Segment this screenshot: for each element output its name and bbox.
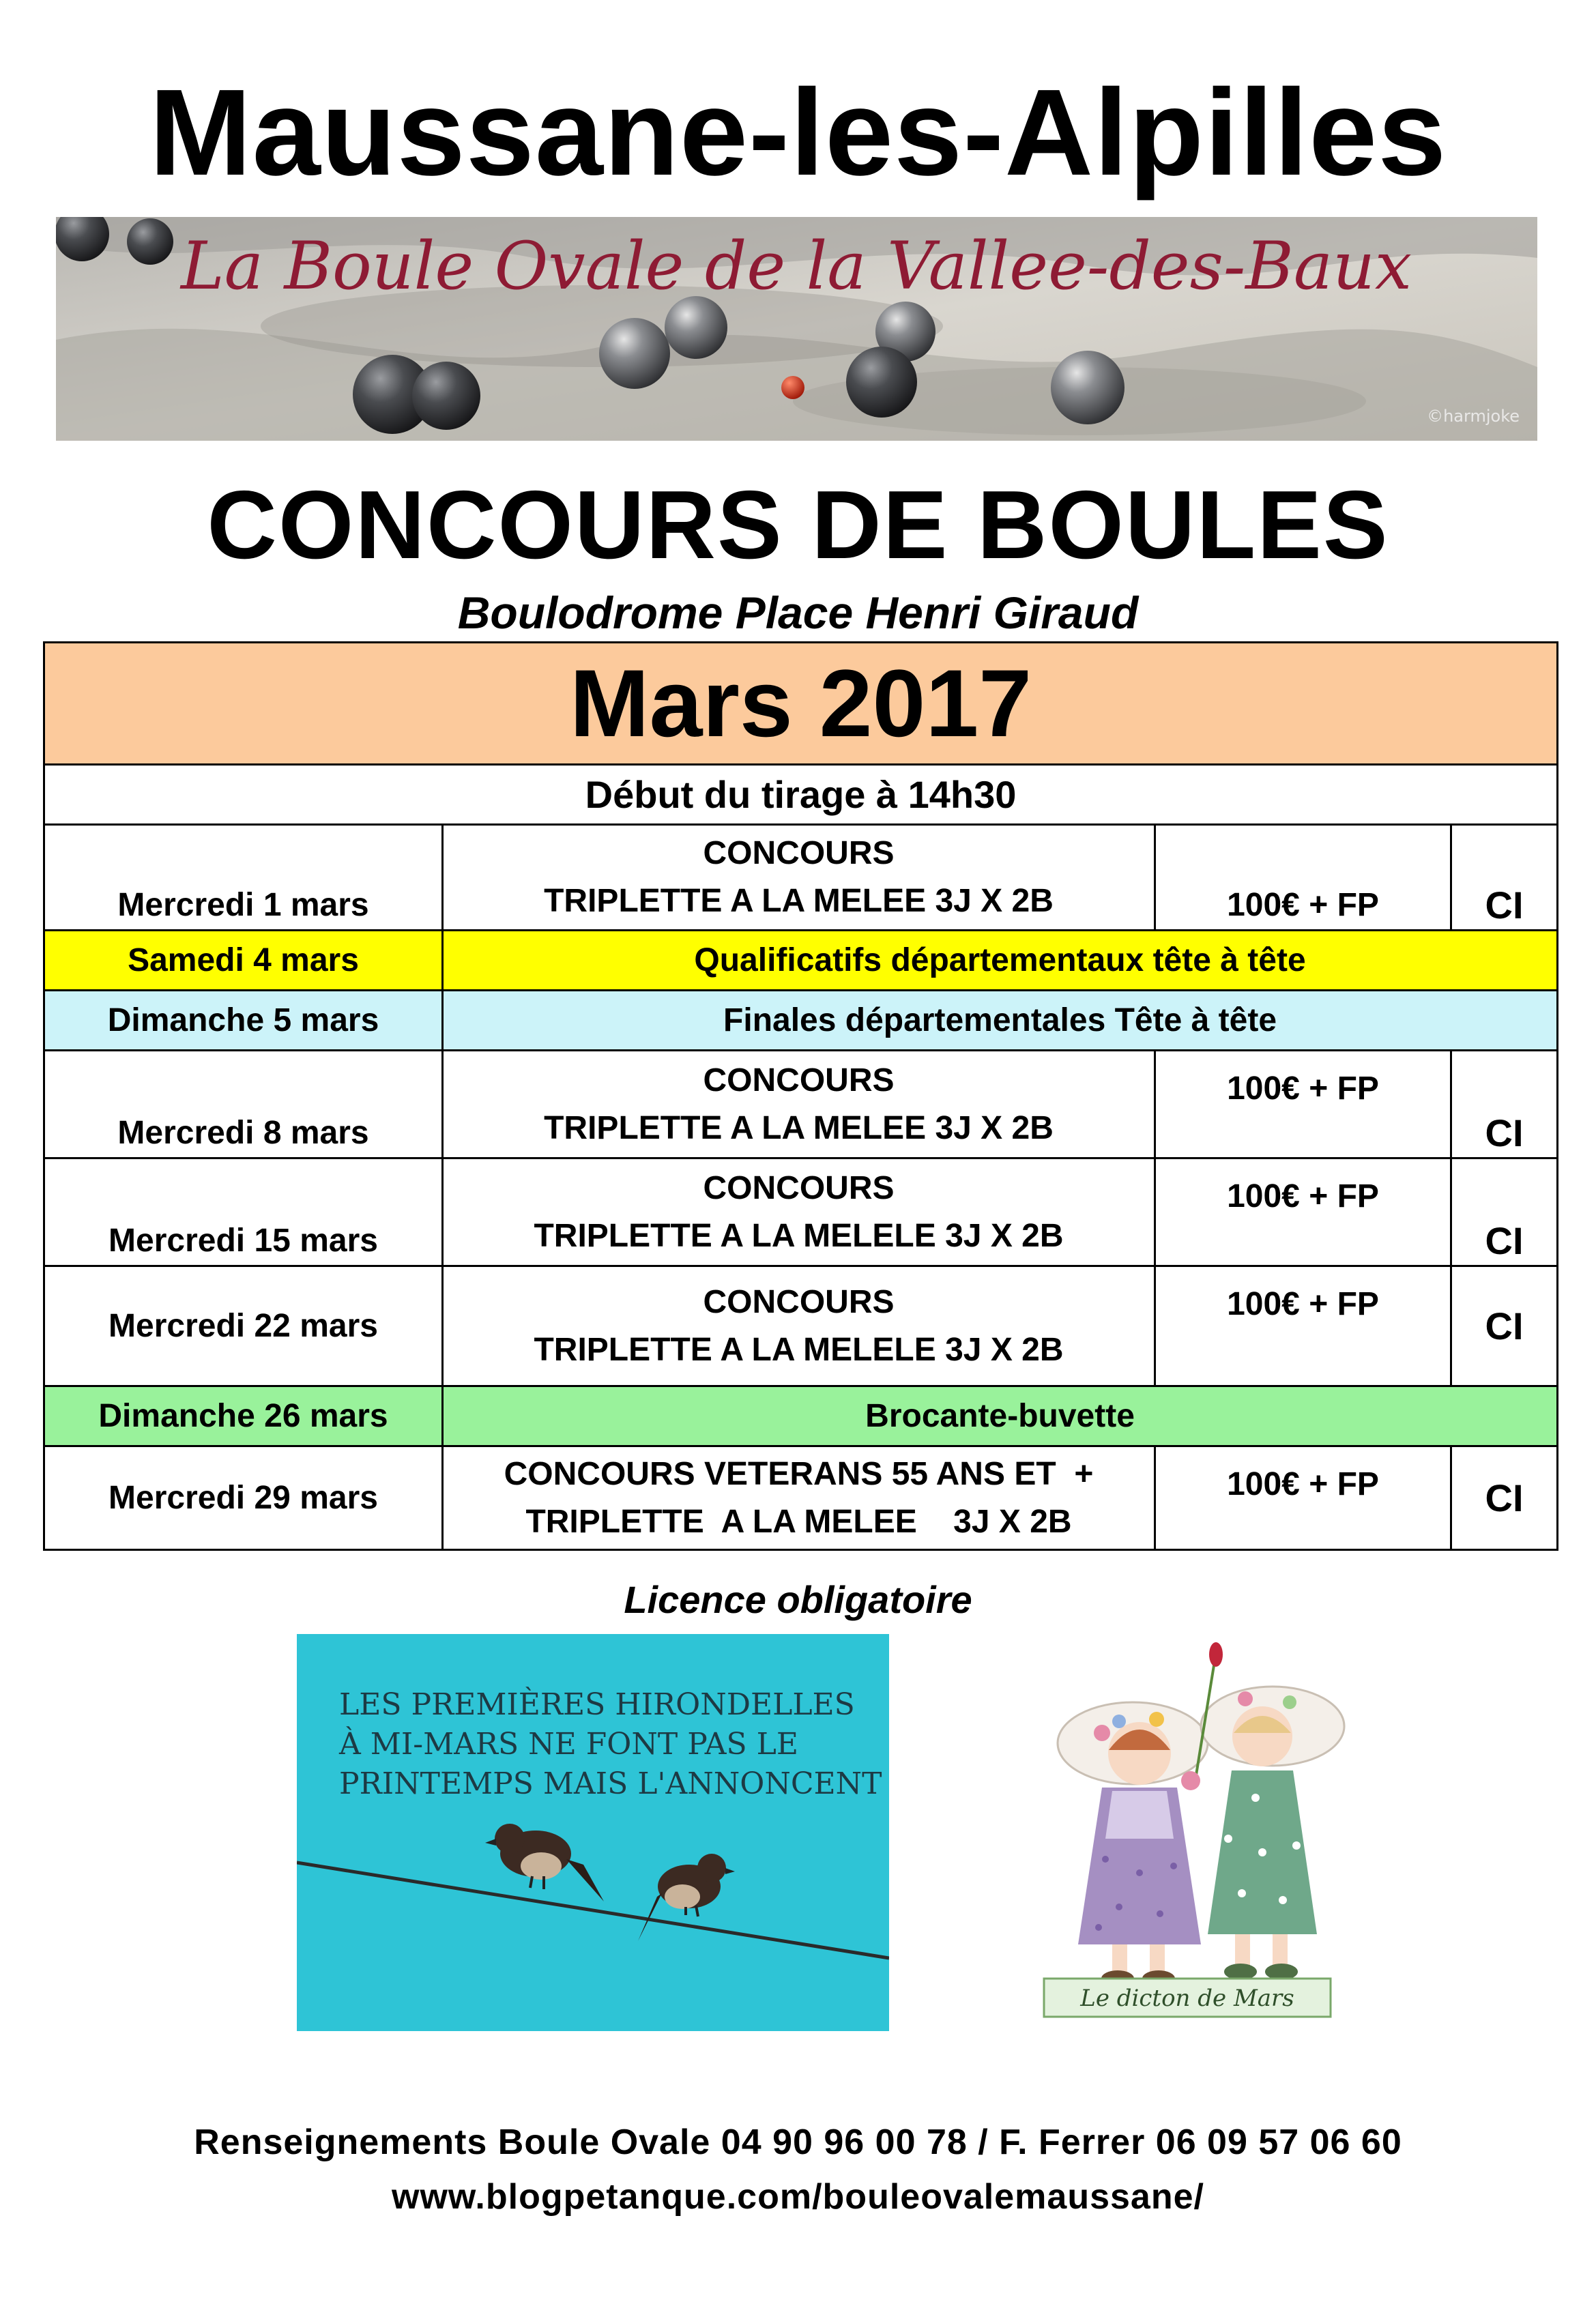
swallows-proverb-image — [297, 1634, 889, 2031]
row-description — [443, 1158, 1155, 1266]
row-description — [443, 1051, 1155, 1158]
petanque-banner-image — [56, 217, 1537, 441]
dicton-girls-illustration — [1037, 1634, 1372, 2023]
town-title: Maussane-les-Alpilles — [149, 64, 1447, 201]
row-line-1: CONCOURS — [703, 1283, 895, 1320]
row-event: Finales départementales Tête à tête — [443, 991, 1558, 1051]
row-line-1: CONCOURS — [703, 1169, 895, 1206]
row-prize: 100€ + FP — [1155, 1158, 1451, 1266]
row-category: CI — [1451, 1446, 1558, 1550]
row-line-2: TRIPLETTE A LA MELEE 3J X 2B — [544, 883, 1054, 919]
row-line-1: CONCOURS — [703, 835, 895, 871]
month-title: Mars 2017 — [44, 643, 1558, 765]
row-event: Brocante-buvette — [443, 1386, 1558, 1446]
proverb-line-3: PRINTEMPS MAIS L'ANNONCENT — [339, 1766, 882, 1801]
row-category: CI — [1451, 1051, 1558, 1158]
event-headline: CONCOURS DE BOULES — [207, 471, 1389, 579]
row-date: Mercredi 22 mars — [44, 1266, 443, 1386]
table-row — [44, 1446, 1558, 1550]
row-date: Dimanche 5 mars — [44, 991, 443, 1051]
banner-watermark: ©harmjoke — [1427, 407, 1520, 426]
contact-info: Renseignements Boule Ovale 04 90 96 00 78 / F. Ferrer 06 09 57 06 60 — [194, 2123, 1402, 2162]
table-row — [44, 825, 1558, 931]
row-date: Mercredi 8 mars — [44, 1051, 443, 1158]
table-row — [44, 1386, 1558, 1446]
row-line-2: TRIPLETTE A LA MELELE 3J X 2B — [534, 1331, 1064, 1368]
banner-caption: La Boule Ovale de la Vallee-des-Baux — [180, 228, 1412, 304]
row-line-1: CONCOURS — [703, 1062, 895, 1098]
licence-note: Licence obligatoire — [624, 1578, 972, 1621]
row-date: Dimanche 26 mars — [44, 1386, 443, 1446]
row-date: Mercredi 15 mars — [44, 1158, 443, 1266]
month-row — [44, 643, 1558, 765]
row-date: Mercredi 1 mars — [44, 825, 443, 931]
schedule-table — [43, 641, 1558, 1551]
row-category: CI — [1451, 1158, 1558, 1266]
row-prize: 100€ + FP — [1155, 1446, 1451, 1550]
table-row — [44, 991, 1558, 1051]
dicton-caption: Le dicton de Mars — [1080, 1985, 1294, 2012]
row-line-2: TRIPLETTE A LA MELEE 3J X 2B — [525, 1503, 1072, 1540]
row-category: CI — [1451, 1266, 1558, 1386]
table-row — [44, 1051, 1558, 1158]
row-prize: 100€ + FP — [1155, 825, 1451, 931]
row-description — [443, 825, 1155, 931]
row-date: Mercredi 29 mars — [44, 1446, 443, 1550]
row-prize: 100€ + FP — [1155, 1051, 1451, 1158]
draw-start-time: Début du tirage à 14h30 — [44, 765, 1558, 825]
row-line-1: CONCOURS VETERANS 55 ANS ET + — [504, 1455, 1094, 1492]
table-row — [44, 931, 1558, 991]
start-row — [44, 765, 1558, 825]
row-line-2: TRIPLETTE A LA MELEE 3J X 2B — [544, 1109, 1054, 1146]
row-line-2: TRIPLETTE A LA MELELE 3J X 2B — [534, 1217, 1064, 1254]
proverb-line-1: LES PREMIÈRES HIRONDELLES — [339, 1687, 855, 1722]
row-description — [443, 1266, 1155, 1386]
website-link[interactable]: www.blogpetanque.com/bouleovalemaussane/ — [392, 2177, 1204, 2217]
row-category: CI — [1451, 825, 1558, 931]
row-prize: 100€ + FP — [1155, 1266, 1451, 1386]
row-event: Qualificatifs départementaux tête à tête — [443, 931, 1558, 991]
row-description — [443, 1446, 1155, 1550]
table-row — [44, 1158, 1558, 1266]
table-row — [44, 1266, 1558, 1386]
proverb-line-2: À MI-MARS NE FONT PAS LE — [339, 1727, 798, 1762]
venue-subtitle: Boulodrome Place Henri Giraud — [457, 587, 1139, 638]
row-date: Samedi 4 mars — [44, 931, 443, 991]
